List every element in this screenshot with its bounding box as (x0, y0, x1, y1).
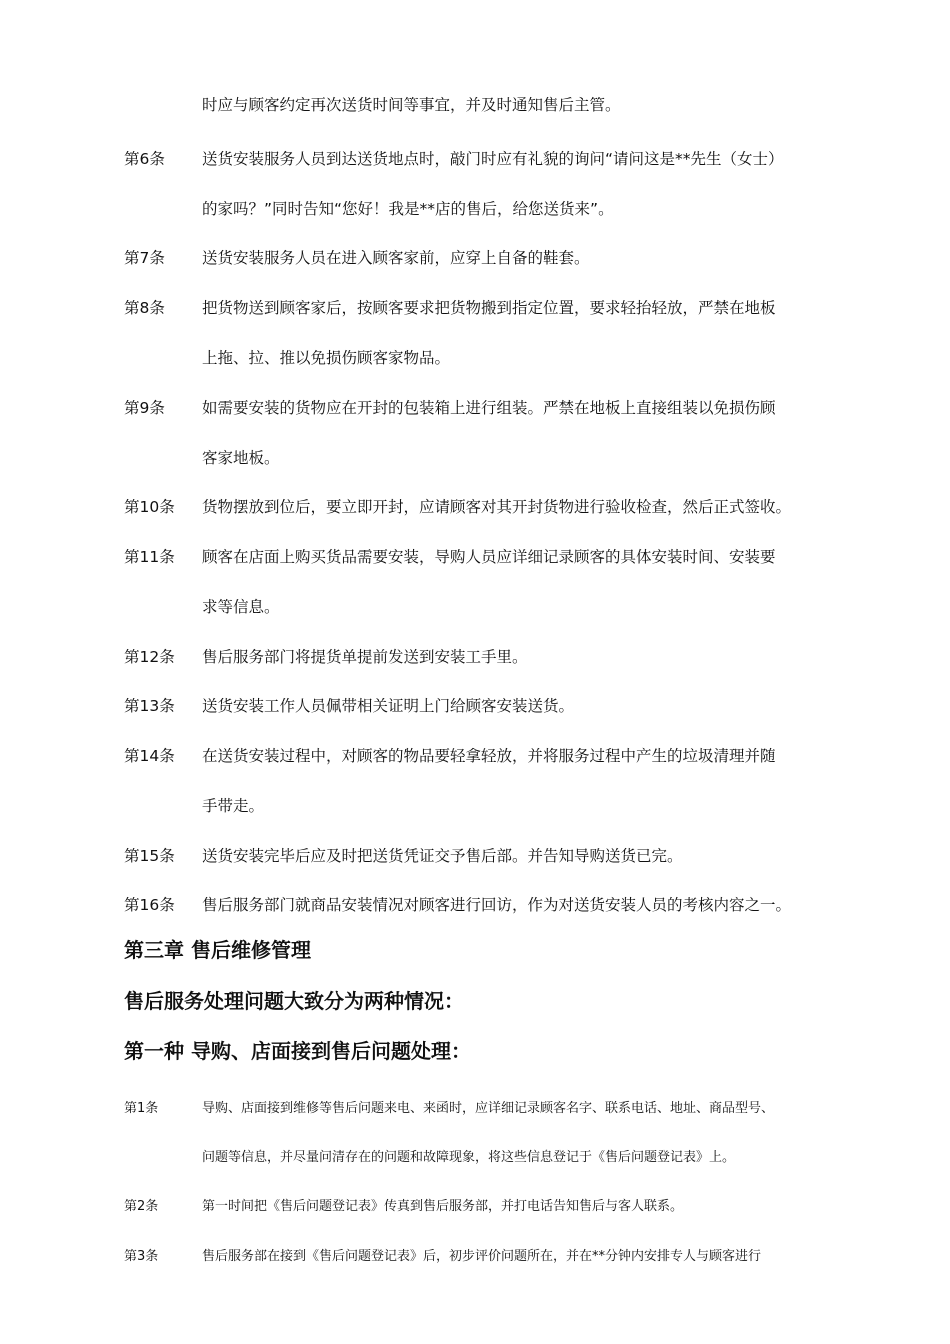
article-text-line: 售后服务部在接到《售后问题登记表》后，初步评价问题所在，并在**分钟内安排专人与顾客进行 (202, 1249, 762, 1264)
article-text-line: 送货安装工作人员佩带相关证明上门给顾客安装送货。 (202, 697, 575, 715)
article-number: 第16条 (124, 896, 175, 914)
article-number: 第11条 (124, 548, 175, 566)
article-number: 第13条 (124, 697, 175, 715)
article-number: 第3条 (124, 1249, 159, 1264)
article-number: 第9条 (124, 399, 165, 417)
subsection-heading: 第一种 导购、店面接到售后问题处理： (124, 1039, 471, 1063)
article-text-line: 在送货安装过程中，对顾客的物品要轻拿轻放，并将服务过程中产生的垃圾清理并随 (202, 747, 776, 765)
article-text-line: 把货物送到顾客家后，按顾客要求把货物搬到指定位置，要求轻抬轻放，严禁在地板 (202, 299, 776, 317)
article-text-line: 手带走。 (202, 797, 265, 815)
article-text-line: 顾客在店面上购买货品需要安装，导购人员应详细记录顾客的具体安装时间、安装要 (202, 548, 776, 566)
article-number: 第12条 (124, 648, 175, 666)
article-text-line: 第一时间把《售后问题登记表》传真到售后服务部，并打电话告知售后与客人联系。 (202, 1199, 684, 1214)
continuation-line: 时应与顾客约定再次送货时间等事宜，并及时通知售后主管。 (202, 96, 621, 114)
article-text-line: 货物摆放到位后，要立即开封，应请顾客对其开封货物进行验收检查，然后正式签收。 (202, 498, 792, 516)
article-number: 第2条 (124, 1199, 159, 1214)
article-text-line: 送货安装服务人员在进入顾客家前，应穿上自备的鞋套。 (202, 249, 590, 267)
article-text-line: 售后服务部门就商品安装情况对顾客进行回访，作为对送货安装人员的考核内容之一。 (202, 896, 792, 914)
article-text-line: 客家地板。 (202, 449, 280, 467)
article-number: 第15条 (124, 847, 175, 865)
article-text-line: 问题等信息，并尽量问清存在的问题和故障现象，将这些信息登记于《售后问题登记表》上。 (202, 1150, 736, 1165)
article-text-line: 送货安装完毕后应及时把送货凭证交予售后部。并告知导购送货已完。 (202, 847, 683, 865)
section-heading: 售后服务处理问题大致分为两种情况： (124, 989, 464, 1013)
article-number: 第1条 (124, 1101, 159, 1116)
article-number: 第8条 (124, 299, 165, 317)
article-number: 第6条 (124, 150, 165, 168)
article-text-line: 导购、店面接到维修等售后问题来电、来函时，应详细记录顾客名字、联系电话、地址、商品型号、 (202, 1101, 775, 1116)
article-text-line: 的家吗？”同时告知“您好！我是**店的售后，给您送货来”。 (202, 200, 614, 218)
article-text-line: 售后服务部门将提货单提前发送到安装工手里。 (202, 648, 528, 666)
article-number: 第7条 (124, 249, 165, 267)
article-number: 第14条 (124, 747, 175, 765)
article-text-line: 送货安装服务人员到达送货地点时，敲门时应有礼貌的询问“请问这是**先生（女士） (202, 150, 784, 168)
article-text-line: 求等信息。 (202, 598, 280, 616)
article-text-line: 如需要安装的货物应在开封的包装箱上进行组装。严禁在地板上直接组装以免损伤顾 (202, 399, 776, 417)
chapter-heading: 第三章 售后维修管理 (124, 938, 311, 962)
article-text-line: 上拖、拉、推以免损伤顾客家物品。 (202, 349, 451, 367)
article-number: 第10条 (124, 498, 175, 516)
